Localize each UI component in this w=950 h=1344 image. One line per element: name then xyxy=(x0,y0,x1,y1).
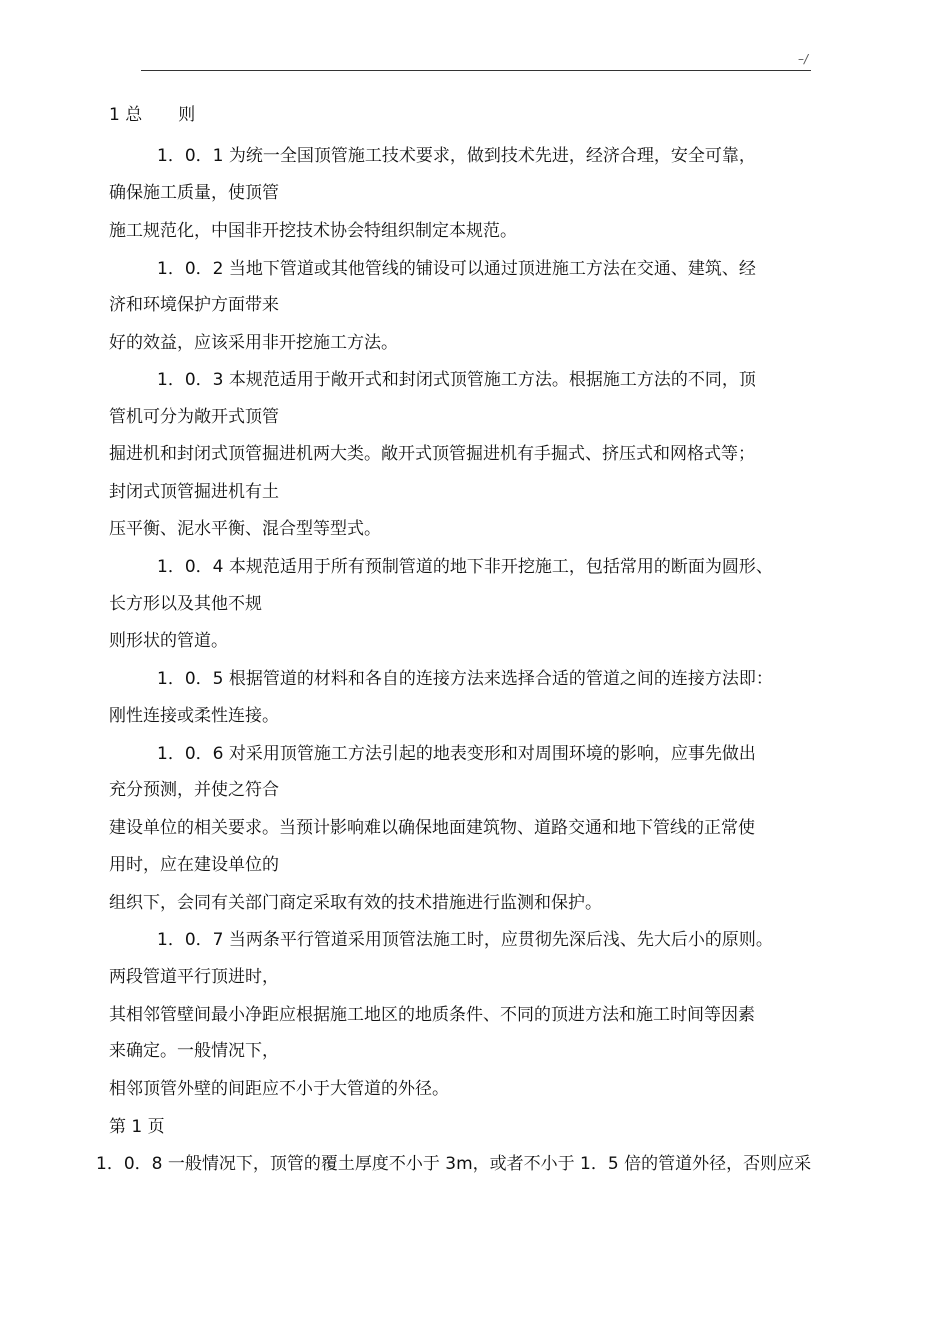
paragraph-line: 两段管道平行顶进时， xyxy=(109,967,279,987)
clause-1-0-2: 1．0．2 当地下管道或其他管线的铺设可以通过顶进施工方法在交通、建筑、经 xyxy=(157,259,756,279)
paragraph-line: 组织下，会同有关部门商定采取有效的技术措施进行监测和保护。 xyxy=(109,893,602,913)
clause-1-0-1: 1．0．1 为统一全国顶管施工技术要求，做到技术先进，经济合理，安全可靠， xyxy=(157,146,756,166)
header-mark: –/ xyxy=(798,52,809,66)
paragraph-line: 确保施工质量，使顶管 xyxy=(109,183,279,203)
section-number: 1 xyxy=(109,105,120,125)
paragraph-line: 施工规范化，中国非开挖技术协会特组织制定本规范。 xyxy=(109,221,517,241)
clause-1-0-7: 1．0．7 当两条平行管道采用顶管法施工时，应贯彻先深后浅、先大后小的原则。 xyxy=(157,930,773,950)
paragraph-line: 刚性连接或柔性连接。 xyxy=(109,706,279,726)
paragraph-line: 建设单位的相关要求。当预计影响难以确保地面建筑物、道路交通和地下管线的正常使 xyxy=(109,818,755,838)
paragraph-line: 掘进机和封闭式顶管掘进机两大类。敞开式顶管掘进机有手掘式、挤压式和网格式等； xyxy=(109,444,755,464)
clause-1-0-5: 1．0．5 根据管道的材料和各自的连接方法来选择合适的管道之间的连接方法即： xyxy=(157,669,773,689)
paragraph-line: 济和环境保护方面带来 xyxy=(109,295,279,315)
paragraph-line: 则形状的管道。 xyxy=(109,631,228,651)
section-title xyxy=(109,104,195,126)
section-title-a: 总 xyxy=(125,105,143,125)
clause-1-0-6: 1．0．6 对采用顶管施工方法引起的地表变形和对周围环境的影响，应事先做出 xyxy=(157,744,756,764)
page-number: 第 1 页 xyxy=(109,1117,165,1137)
paragraph-line: 用时，应在建设单位的 xyxy=(109,855,279,875)
paragraph-line: 来确定。一般情况下， xyxy=(109,1041,279,1061)
header-rule xyxy=(141,70,811,71)
paragraph-line: 压平衡、泥水平衡、混合型等型式。 xyxy=(109,519,381,539)
paragraph-line: 相邻顶管外壁的间距应不小于大管道的外径。 xyxy=(109,1079,449,1099)
paragraph-line: 充分预测，并使之符合 xyxy=(109,780,279,800)
clause-1-0-3: 1．0．3 本规范适用于敞开式和封闭式顶管施工方法。根据施工方法的不同，顶 xyxy=(157,370,756,390)
section-title-b: 则 xyxy=(178,105,196,125)
paragraph-line: 长方形以及其他不规 xyxy=(109,594,262,614)
paragraph-line: 封闭式顶管掘进机有土 xyxy=(109,482,279,502)
paragraph-line: 好的效益，应该采用非开挖施工方法。 xyxy=(109,333,398,353)
clause-1-0-4: 1．0．4 本规范适用于所有预制管道的地下非开挖施工，包括常用的断面为圆形、 xyxy=(157,557,773,577)
clause-1-0-8: 1．0．8 一般情况下，顶管的覆土厚度不小于 3m，或者不小于 1．5 倍的管道外径，否则应采 xyxy=(96,1154,812,1174)
paragraph-line: 其相邻管壁间最小净距应根据施工地区的地质条件、不同的顶进方法和施工时间等因素 xyxy=(109,1005,755,1025)
paragraph-line: 管机可分为敞开式顶管 xyxy=(109,407,279,427)
